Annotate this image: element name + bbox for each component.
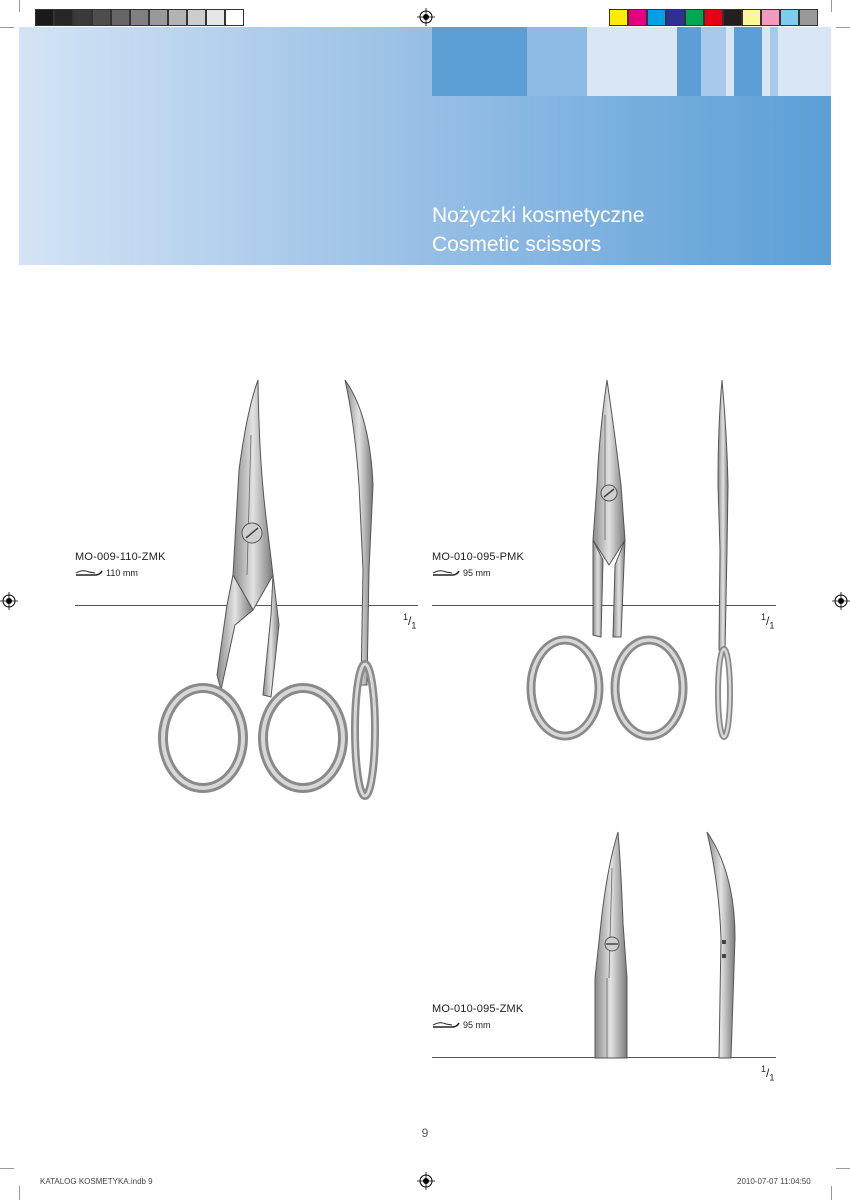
crop-mark bbox=[831, 1186, 832, 1200]
crop-mark bbox=[836, 1168, 850, 1169]
calibration-swatch bbox=[206, 9, 225, 26]
curved-blade-length-icon bbox=[75, 567, 103, 577]
registration-mark-icon bbox=[832, 592, 850, 610]
registration-mark-icon bbox=[417, 1172, 435, 1190]
registration-mark-icon bbox=[417, 8, 435, 26]
crop-mark bbox=[19, 1186, 20, 1200]
scale-label: $^1/_1$ bbox=[761, 612, 775, 631]
calibration-swatch bbox=[149, 9, 168, 26]
calibration-swatch bbox=[666, 9, 685, 26]
straight-scissors-image bbox=[525, 375, 740, 750]
footer-timestamp: 2010-07-07 11:04:50 bbox=[737, 1177, 811, 1186]
header-block bbox=[701, 27, 726, 96]
header-block bbox=[677, 27, 701, 96]
header-block bbox=[770, 27, 778, 96]
calibration-swatch bbox=[761, 9, 780, 26]
product-code: MO-010-095-PMK bbox=[432, 551, 525, 563]
calibration-swatch bbox=[73, 9, 92, 26]
calibration-swatch bbox=[35, 9, 54, 26]
curved-scissors-partial-image bbox=[585, 828, 745, 1060]
curved-blade-length-icon bbox=[432, 1019, 460, 1029]
calibration-swatch bbox=[111, 9, 130, 26]
product-code: MO-010-095-ZMK bbox=[432, 1003, 524, 1015]
page-title-polish: Nożyczki kosmetyczne bbox=[432, 204, 645, 227]
calibration-swatch bbox=[225, 9, 244, 26]
registration-mark-icon bbox=[0, 592, 18, 610]
product-length: 95 mm bbox=[463, 1020, 491, 1030]
product-code: MO-009-110-ZMK bbox=[75, 551, 166, 563]
calibration-swatch bbox=[704, 9, 723, 26]
calibration-swatch bbox=[685, 9, 704, 26]
page-title-english: Cosmetic scissors bbox=[432, 233, 602, 256]
crop-mark bbox=[0, 1168, 14, 1169]
calibration-swatch bbox=[647, 9, 666, 26]
scale-label: $^1/_1$ bbox=[761, 1064, 775, 1083]
calibration-swatch bbox=[130, 9, 149, 26]
calibration-swatch bbox=[92, 9, 111, 26]
product-length: 95 mm bbox=[463, 568, 491, 578]
calibration-swatch bbox=[609, 9, 628, 26]
header-block bbox=[726, 27, 734, 96]
header-block bbox=[432, 27, 527, 96]
crop-mark bbox=[831, 0, 832, 12]
header-block bbox=[587, 27, 677, 96]
crop-mark bbox=[836, 27, 850, 28]
scale-label: $^1/_1$ bbox=[403, 612, 417, 631]
curved-scissors-image bbox=[155, 375, 385, 805]
footer-filename: KATALOG KOSMETYKA.indb 9 bbox=[40, 1177, 153, 1186]
calibration-swatch bbox=[780, 9, 799, 26]
header-block bbox=[734, 27, 762, 96]
curved-blade-length-icon bbox=[432, 567, 460, 577]
header-block bbox=[778, 27, 831, 96]
calibration-swatch bbox=[187, 9, 206, 26]
header-banner bbox=[19, 27, 831, 265]
page-number: 9 bbox=[421, 1126, 429, 1140]
crop-mark bbox=[19, 0, 20, 12]
calibration-swatch bbox=[168, 9, 187, 26]
calibration-swatch bbox=[723, 9, 742, 26]
header-block bbox=[527, 27, 587, 96]
calibration-swatch bbox=[799, 9, 818, 26]
header-block bbox=[762, 27, 770, 96]
crop-mark bbox=[0, 27, 14, 28]
calibration-swatch bbox=[628, 9, 647, 26]
calibration-swatch bbox=[742, 9, 761, 26]
product-length: 110 mm bbox=[106, 568, 138, 578]
calibration-swatch bbox=[54, 9, 73, 26]
